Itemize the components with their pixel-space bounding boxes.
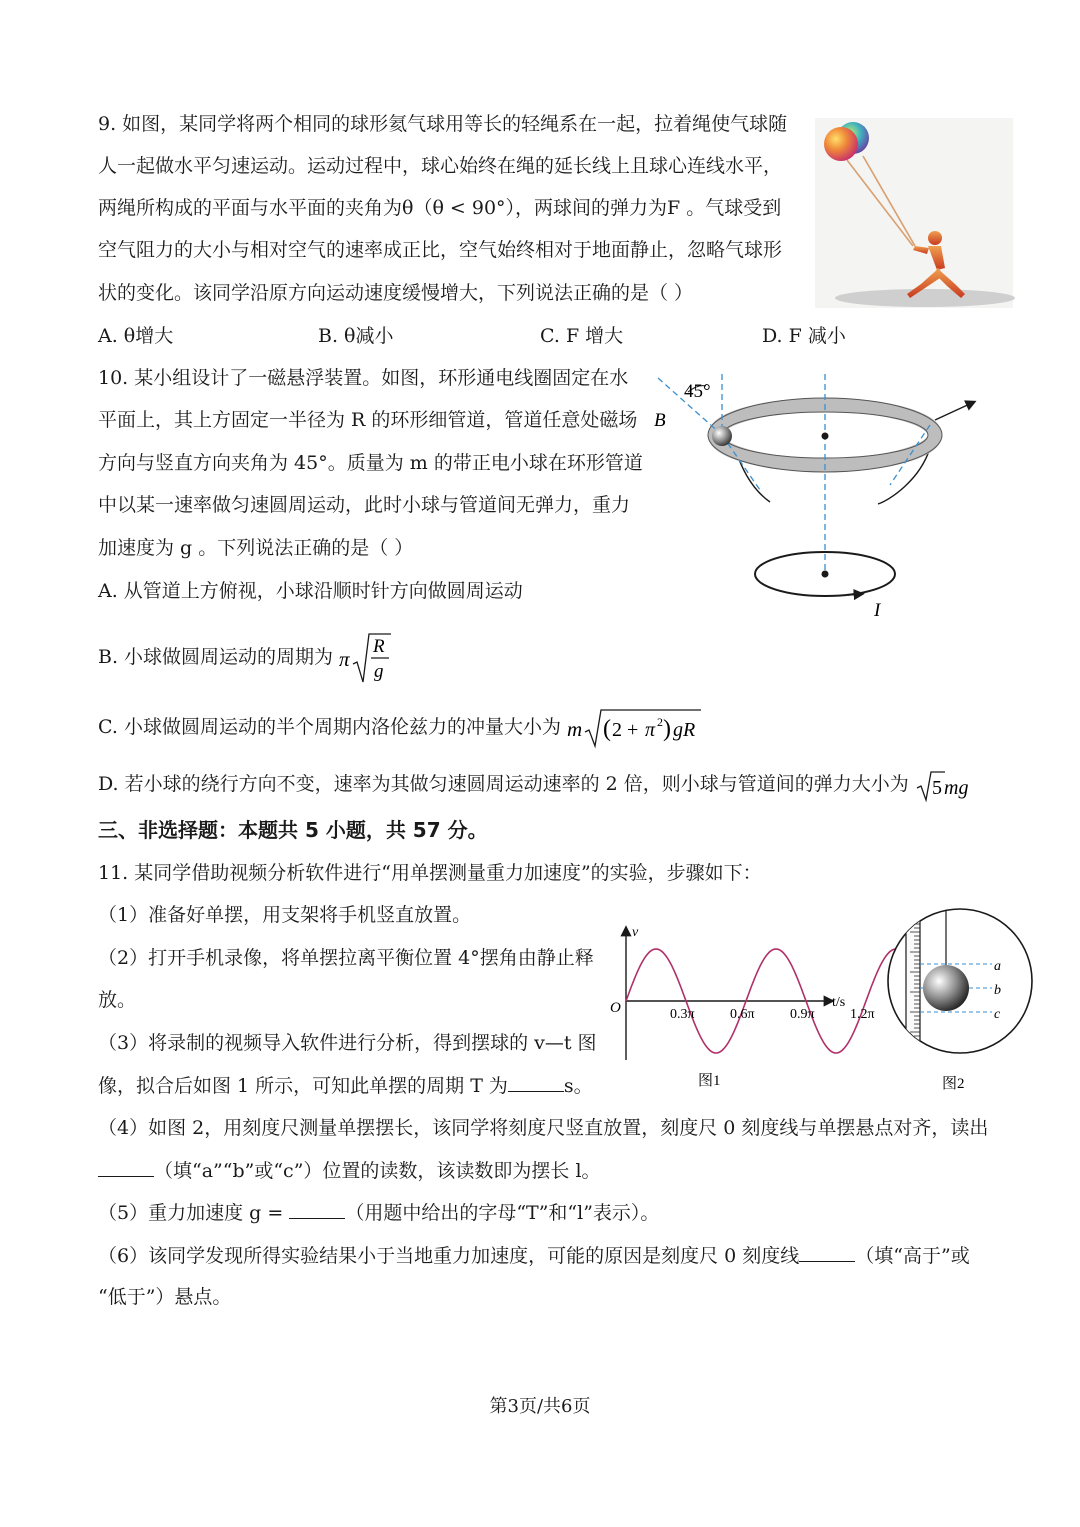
- svg-text:5: 5: [931, 777, 942, 799]
- svg-text:R: R: [373, 636, 385, 657]
- q11-step-3b: 像，拟合后如图 1 所示，可知此单摆的周期 T 为 s。: [98, 1075, 593, 1097]
- current-label: I: [874, 600, 881, 621]
- gravity-blank[interactable]: [289, 1200, 345, 1219]
- charged-ball: [712, 426, 732, 446]
- formula-sqrt5-mg: [915, 768, 973, 802]
- t-axis-label: t/s: [832, 995, 846, 1010]
- q10-line-4: 中以某一速率做匀速圆周运动，此时小球与管道间无弹力，重力: [98, 494, 631, 516]
- label-c: c: [994, 1007, 1001, 1022]
- svg-text:): ): [663, 716, 671, 742]
- q10-line-2: 平面上，其上方固定一半径为 R 的环形细管道，管道任意处磁场: [98, 409, 638, 431]
- q11-step-6a: （6）该同学发现所得实验结果小于当地重力加速度，可能的原因是刻度尺 0 刻度线 （填“高于”或: [98, 1245, 970, 1267]
- svg-text:g: g: [374, 661, 384, 682]
- svg-text:m: m: [567, 717, 583, 741]
- q10-line-3: 方向与竖直方向夹角为 45°。质量为 m 的带正电小球在环形管道: [98, 452, 643, 474]
- q10-option-c: C. 小球做圆周运动的半个周期内洛伦兹力的冲量大小为 m ( 2 + π 2 ) gR: [98, 706, 703, 750]
- position-blank[interactable]: [98, 1158, 154, 1177]
- time-tick-label: 1.2π: [850, 1007, 875, 1022]
- q10-maglev-figure: [650, 370, 980, 620]
- v-axis-label: v: [632, 925, 639, 940]
- formula-pi-sqrt-r-over-g: [339, 630, 393, 686]
- balloon-front: [824, 127, 858, 161]
- q9-line-5: 状的变化。该同学沿原方向运动速度缓慢增大，下列说法正确的是（ ）: [98, 282, 694, 304]
- q9-line-2: 人一起做水平匀速运动。运动过程中，球心始终在绳的延长线上且球心连线水平，: [98, 155, 783, 177]
- q9-option-b: B. θ减小: [318, 325, 394, 347]
- q9-option-d: D. F 减小: [762, 325, 846, 347]
- q11-step-6b: “低于”）悬点。: [98, 1286, 232, 1308]
- q11-fig2-ruler: [884, 908, 1040, 1098]
- q11-step-1: （1）准备好单摆，用支架将手机竖直放置。: [98, 904, 472, 926]
- page-footer: 第3页/共6页: [489, 1396, 591, 1417]
- q11-intro: 11. 某同学借助视频分析软件进行“用单摆测量重力加速度”的实验，步骤如下：: [98, 862, 762, 884]
- q9-balloon-figure: [815, 118, 1013, 308]
- q10-option-a: A. 从管道上方俯视，小球沿顺时针方向做圆周运动: [98, 580, 523, 602]
- svg-text:(: (: [603, 716, 611, 742]
- q10-option-d: D. 若小球的绕行方向不变，速率为其做匀速圆周运动速率的 2 倍，则小球与管道间的弹力大小为 5 mg: [98, 766, 973, 802]
- svg-text:2: 2: [657, 715, 663, 729]
- fig2-caption: 图2: [942, 1076, 965, 1092]
- svg-text:π: π: [645, 719, 656, 741]
- q11-step-2a: （2）打开手机录像，将单摆拉离平衡位置 4°摆角由静止释: [98, 947, 594, 969]
- angle-45-label: 45°: [684, 381, 711, 402]
- q9-option-a: A. θ增大: [98, 325, 174, 347]
- zero-line-blank[interactable]: [799, 1243, 855, 1262]
- time-tick-label: 0.3π: [670, 1007, 695, 1022]
- q10-line-1: 10. 某小组设计了一磁悬浮装置。如图，环形通电线圈固定在水: [98, 367, 629, 389]
- time-tick-label: 0.6π: [730, 1007, 755, 1022]
- q10-option-b: B. 小球做圆周运动的周期为 π R g: [98, 630, 393, 686]
- q11-step-4b: （填“a”“b”或“c”）位置的读数，该读数即为摆长 l。: [98, 1158, 601, 1183]
- formula-impulse: [567, 706, 703, 750]
- time-tick-label: 0.9π: [790, 1007, 815, 1022]
- svg-text:2 +: 2 +: [612, 719, 639, 741]
- fig1-caption: 图1: [698, 1073, 721, 1089]
- q11-fig1-vt-graph: [600, 922, 875, 1097]
- origin-label: O: [610, 1000, 621, 1016]
- pendulum-bob: [923, 965, 969, 1011]
- q11-step-5: （5）重力加速度 g = （用题中给出的字母“T”和“l”表示）。: [98, 1202, 660, 1224]
- b-field-label: B: [654, 410, 666, 431]
- svg-text:mg: mg: [943, 777, 969, 799]
- q9-line-4: 空气阻力的大小与相对空气的速率成正比，空气始终相对于地面静止，忽略气球形: [98, 239, 783, 261]
- q11-step-4a: （4）如图 2，用刻度尺测量单摆摆长，该同学将刻度尺竖直放置，刻度尺 0 刻度线与单摆悬点对齐，读出: [98, 1117, 989, 1139]
- label-a: a: [994, 959, 1001, 974]
- q9-line-1: 9. 如图，某同学将两个相同的球形氦气球用等长的轻绳系在一起，拉着绳使气球随: [98, 113, 788, 135]
- period-blank[interactable]: [508, 1073, 564, 1092]
- q9-option-c: C. F 增大: [540, 325, 624, 347]
- svg-text:π: π: [339, 647, 350, 671]
- q9-line-3: 两绳所构成的平面与水平面的夹角为θ（θ < 90°），两球间的弹力为F 。气球受到: [98, 197, 782, 219]
- q10-line-5: 加速度为 g 。下列说法正确的是（ ）: [98, 537, 414, 559]
- q11-step-3a: （3）将录制的视频导入软件进行分析，得到摆球的 v—t 图: [98, 1032, 597, 1054]
- q11-step-2b: 放。: [98, 989, 137, 1011]
- label-b: b: [994, 983, 1001, 998]
- svg-text:gR: gR: [673, 719, 696, 741]
- section-heading: 三、非选择题：本题共 5 小题，共 57 分。: [98, 818, 488, 842]
